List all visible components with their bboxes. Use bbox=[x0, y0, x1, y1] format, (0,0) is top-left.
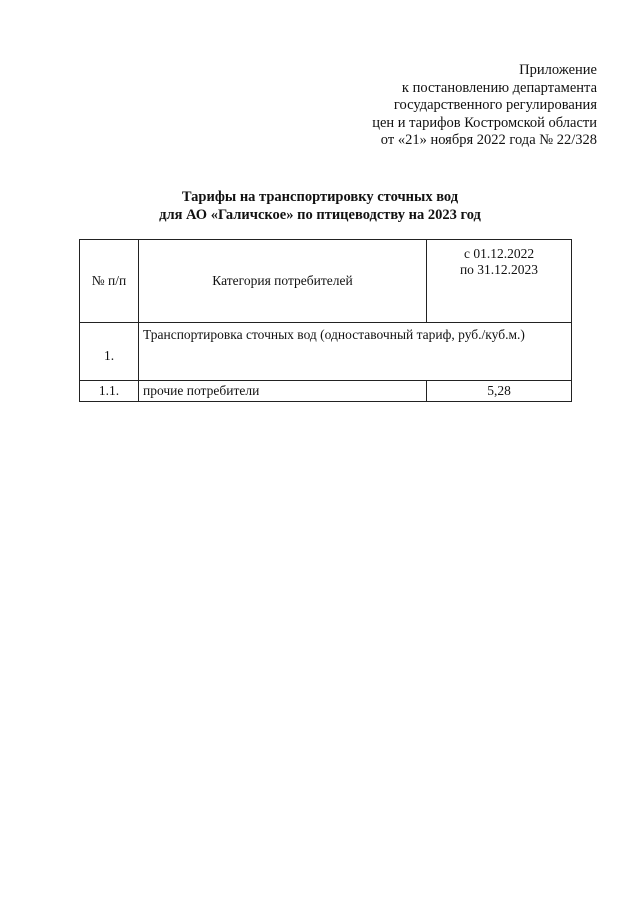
appendix-line: Приложение bbox=[519, 62, 597, 78]
header-number: № п/п bbox=[80, 240, 139, 323]
header-period bbox=[427, 240, 572, 323]
header-period-to: по 31.12.2023 bbox=[459, 262, 539, 277]
row-number: 1.1. bbox=[80, 381, 139, 402]
row-tariff-value: 5,28 bbox=[427, 381, 572, 402]
table-header-row bbox=[80, 240, 572, 323]
title-line-2: для АО «Галичское» по птицеводству на 2023 год bbox=[159, 207, 481, 223]
table-row bbox=[80, 381, 572, 402]
appendix-line: к постановлению департамента bbox=[401, 79, 597, 96]
appendix-date-line: от «21» ноября 2022 года № 22/328 bbox=[380, 132, 597, 148]
row-number: 1. bbox=[80, 323, 139, 381]
row-category: прочие потребители bbox=[139, 381, 427, 402]
title-line-1: Тарифы на транспортировку сточных вод bbox=[181, 189, 459, 205]
tariff-table bbox=[79, 239, 572, 402]
header-category-label: Категория потребителей bbox=[212, 273, 353, 288]
header-period-from: с 01.12.2022 bbox=[463, 246, 535, 261]
appendix-line: государственного регулирования bbox=[393, 97, 597, 113]
row-description: Транспортировка сточных вод (одноставочный тариф, руб./куб.м.) bbox=[139, 323, 572, 381]
table-row bbox=[80, 323, 572, 381]
appendix-line: цен и тарифов Костромской области bbox=[372, 114, 597, 131]
document-title bbox=[0, 188, 640, 224]
header-category bbox=[139, 240, 427, 323]
appendix-block bbox=[372, 62, 597, 150]
